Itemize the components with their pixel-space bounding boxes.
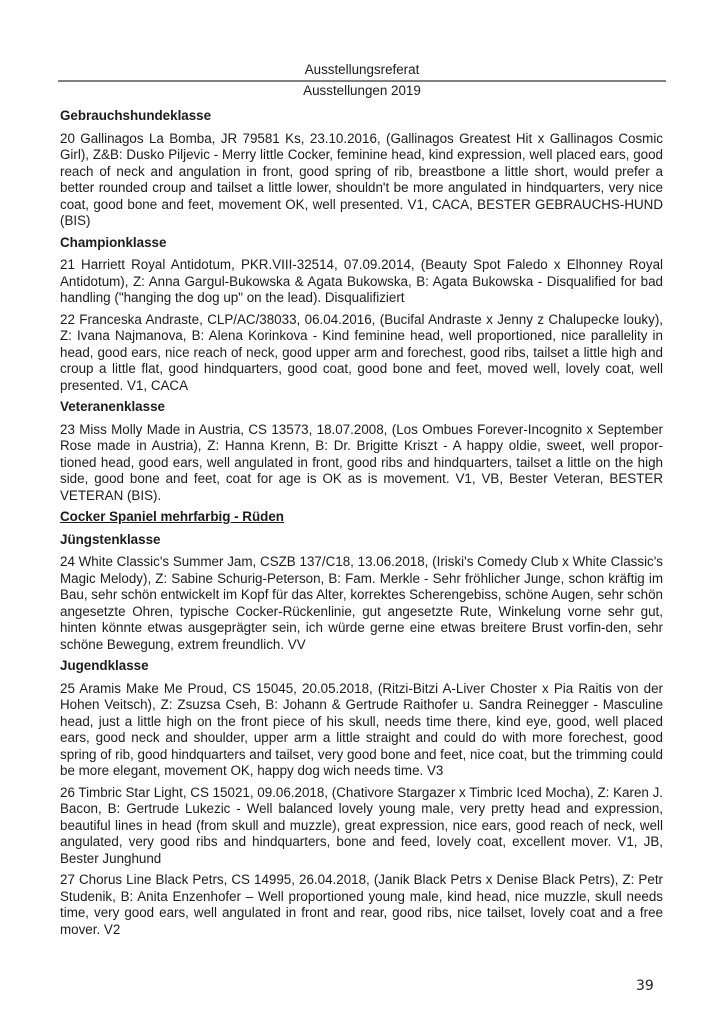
header-divider: [58, 80, 666, 82]
dog-entry: 20 Gallinagos La Bomba, JR 79581 Ks, 23.10.2016, (Gallinagos Greatest Hit x Gallinagos Cosmic Girl), Z&B: Dusko Piljevic - Merry little Cocker, feminine head, kind expression, well placed ears, good reach of neck and angulation in front, good spring of rib, breastbone a little short, would prefer a better rounded croup and tailset a little lower, shouldn't be more angulated in hindquarters, very nice coat, good bone and feet, movement OK, well presented. V1, CACA, BESTER GEBRAUCHS-HUND (BIS): [60, 130, 663, 228]
class-section: [60, 108, 663, 230]
class-section: [60, 235, 663, 395]
report-body: [60, 108, 663, 943]
breed-heading: Cocker Spaniel mehrfarbig - Rüden: [60, 509, 284, 524]
dog-entry: 27 Chorus Line Black Petrs, CS 14995, 26.04.2018, (Janik Black Petrs x Denise Black Petrs), Z: Petr Studenik, B: Anita Enzenhofer – Well proportioned young male, kind head, nice muzzle, skull needs time, very good ears, well angulated in front and rear, good ribs, nice tailset, lovely coat and a free mover. V2: [60, 872, 663, 937]
class-heading: Veteranenklasse: [60, 399, 165, 414]
page-number: 39: [636, 978, 654, 994]
class-heading: Jüngstenklasse: [60, 531, 161, 547]
header-subtitle: Ausstellungen 2019: [303, 83, 421, 98]
dog-entry: 25 Aramis Make Me Proud, CS 15045, 20.05.2018, (Ritzi-Bitzi A-Liver Choster x Pia Raitis von der Hohen Veitsch), Z: Zsuzsa Cseh, B: Johann & Gertrude Raithofer u. Sandra Reinegger - Masculine head, just a little high on the front piece of his skull, needs time there, kind eye, good, well placed ears, good neck and shoulder, upper arm a little straight and could do with more forechest, good spring of rib, good hindquarters and tailset, very good bone and feet, nice coat, but the trimming could be more elegant, movement OK, happy dog wich needs time. V3: [60, 680, 663, 778]
dog-entry: 26 Timbric Star Light, CS 15021, 09.06.2018, (Chativore Stargazer x Timbric Iced Mocha), Z: Karen J. Bacon, B: Gertrude Lukezic - Well balanced lovely young male, very pretty head and expression, beautiful lines in head (from skull and muzzle), great expression, nice ears, good reach of neck, well angulated, very good ribs and hindquarters, bone and feed, lovely coat, excellent mover. V1, JB, Bester Junghund: [60, 784, 663, 866]
class-section: [60, 658, 663, 938]
dog-entry: 24 White Classic's Summer Jam, CSZB 137/C18, 13.06.2018, (Iriski's Comedy Club x White Classic's Magic Melody), Z: Sabine Schurig-Peterson, B: Fam. Merkle - Sehr fröhlicher Junge, schon kräftig im Bau, sehr schön entwickelt im Kopf für das Alter, korrektes Scherengebiss, schöne Augen, sehr schön angesetzte Ohren, typische Cocker-Rückenlinie, gut angesetzte Rute, Winkelung vorne sehr gut, hinten könnte etwas ausgeprägter sein, ich würde gerne eine etwas breitere Brust vorfin-den, sehr schöne Bewegung, extrem freundlich. VV: [60, 554, 663, 652]
class-section: [60, 399, 663, 504]
dog-entry: 21 Harriett Royal Antidotum, PKR.VIII-32514, 07.09.2014, (Beauty Spot Faledo x Elhonney Royal Antidotum), Z: Anna Gargul-Bukowska & Agata Bukowska, B: Agata Bukowska - Disqualified for bad handling ("hanging the dog up" on the lead). Disqualifiziert: [60, 257, 663, 305]
class-heading: Jugendklasse: [60, 658, 149, 673]
header-title: Ausstellungsreferat: [304, 62, 420, 77]
class-section: [60, 532, 663, 654]
dog-entry: 22 Franceska Andraste, CLP/AC/38033, 06.04.2016, (Bucifal Andraste x Jenny z Chalupecke louky), Z: Ivana Najmanova, B: Alena Korinkova - Kind feminine head, well proportioned, nice parallelity in head, good ears, nice reach of neck, good upper arm and forechest, good ribs, tailset a little high and croup a little flat, good hindquarters, good coat, good bone and feet, moved well, lovely coat, well presented. V1, CACA: [60, 311, 663, 393]
class-heading: Gebrauchshundeklasse: [60, 108, 212, 123]
class-heading: Championklasse: [60, 234, 167, 250]
dog-entry: 23 Miss Molly Made in Austria, CS 13573, 18.07.2008, (Los Ombues Forever-Incognito x September Rose made in Austria), Z: Hanna Krenn, B: Dr. Brigitte Kriszt - A happy oldie, sweet, well propor-tioned head, good ears, well angulated in front, good ribs and hindquarters, tailset a little on the high side, good bone and feet, coat for age is OK as is movement. V1, VB, Bester Veteran, BESTER VETERAN (BIS).: [60, 421, 663, 503]
